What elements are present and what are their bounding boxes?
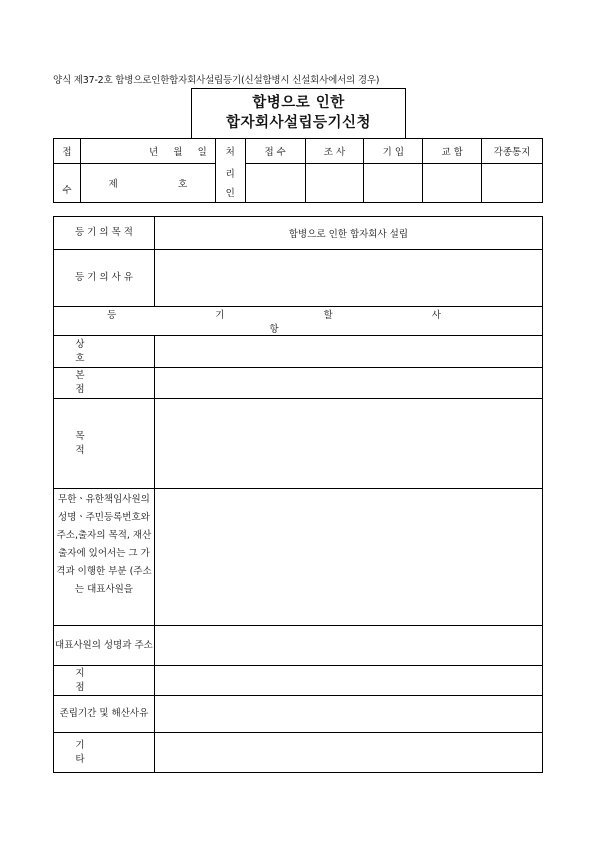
row-label-representative: 대표사원의 성명과 주소 (54, 626, 155, 666)
row-label-duration: 존립기간 및 해산사유 (54, 696, 155, 733)
col-receipt: 접 수 (245, 139, 305, 164)
row-label-trade-name: 상호 (54, 336, 155, 368)
col-review: 조 사 (305, 139, 364, 164)
cell-notice[interactable] (482, 164, 543, 203)
col-notice: 각종통지 (482, 139, 543, 164)
receipt-table (53, 138, 543, 203)
reason-label: 등 기 의 사 유 (54, 250, 155, 307)
receipt-number-field[interactable]: 제 호 (80, 164, 215, 203)
purpose-value[interactable]: 합병으로 인한 합자회사 설립 (154, 217, 542, 250)
processing-label-1: 처 (215, 139, 245, 164)
receipt-su-label: 수 (54, 164, 81, 203)
row-label-partners: 무한ㆍ유한책임사원의 성명ㆍ주민등록번호와 주소,출자의 목적, 재산출자에 있어서는 그 가격과 이행한 부분 (주소는 대표사원을 (56, 494, 152, 595)
row-label-branch: 지점 (54, 666, 155, 696)
row-value-head-office[interactable] (154, 368, 542, 399)
processing-label-3: 인 (215, 182, 245, 203)
purpose-label: 등 기 의 목 적 (54, 217, 155, 250)
row-label-other: 기타 (54, 733, 155, 773)
receipt-jeop-label: 접 (54, 139, 81, 164)
receipt-date-field[interactable]: 년 월 일 (80, 139, 215, 164)
row-value-other[interactable] (154, 733, 542, 773)
row-value-partners[interactable] (154, 489, 542, 626)
row-value-representative[interactable] (154, 626, 542, 666)
cell-entry[interactable] (364, 164, 423, 203)
row-value-trade-name[interactable] (154, 336, 542, 368)
section-header: 등 기 할 사 항 (54, 307, 543, 336)
row-value-duration[interactable] (154, 696, 542, 733)
row-label-head-office: 본점 (54, 368, 155, 399)
row-value-branch[interactable] (154, 666, 542, 696)
row-label-purpose: 목적 (54, 399, 155, 489)
title-line-1: 합병으로 인한 (252, 95, 345, 111)
col-entry: 기 입 (364, 139, 423, 164)
processing-label-2: 리 (215, 164, 245, 182)
cell-check[interactable] (423, 164, 482, 203)
reason-value[interactable] (154, 250, 542, 307)
form-number-label: 양식 제37-2호 합병으로인한합자회사설립등기(신설합병시 신설회사에서의 경우) (53, 75, 380, 86)
row-value-purpose[interactable] (154, 399, 542, 489)
title-line-2: 합자회사설립등기신청 (225, 115, 372, 131)
col-check: 교 합 (423, 139, 482, 164)
cell-receipt[interactable] (245, 164, 305, 203)
title-box (191, 88, 406, 138)
cell-review[interactable] (305, 164, 364, 203)
main-form-table (53, 216, 543, 773)
